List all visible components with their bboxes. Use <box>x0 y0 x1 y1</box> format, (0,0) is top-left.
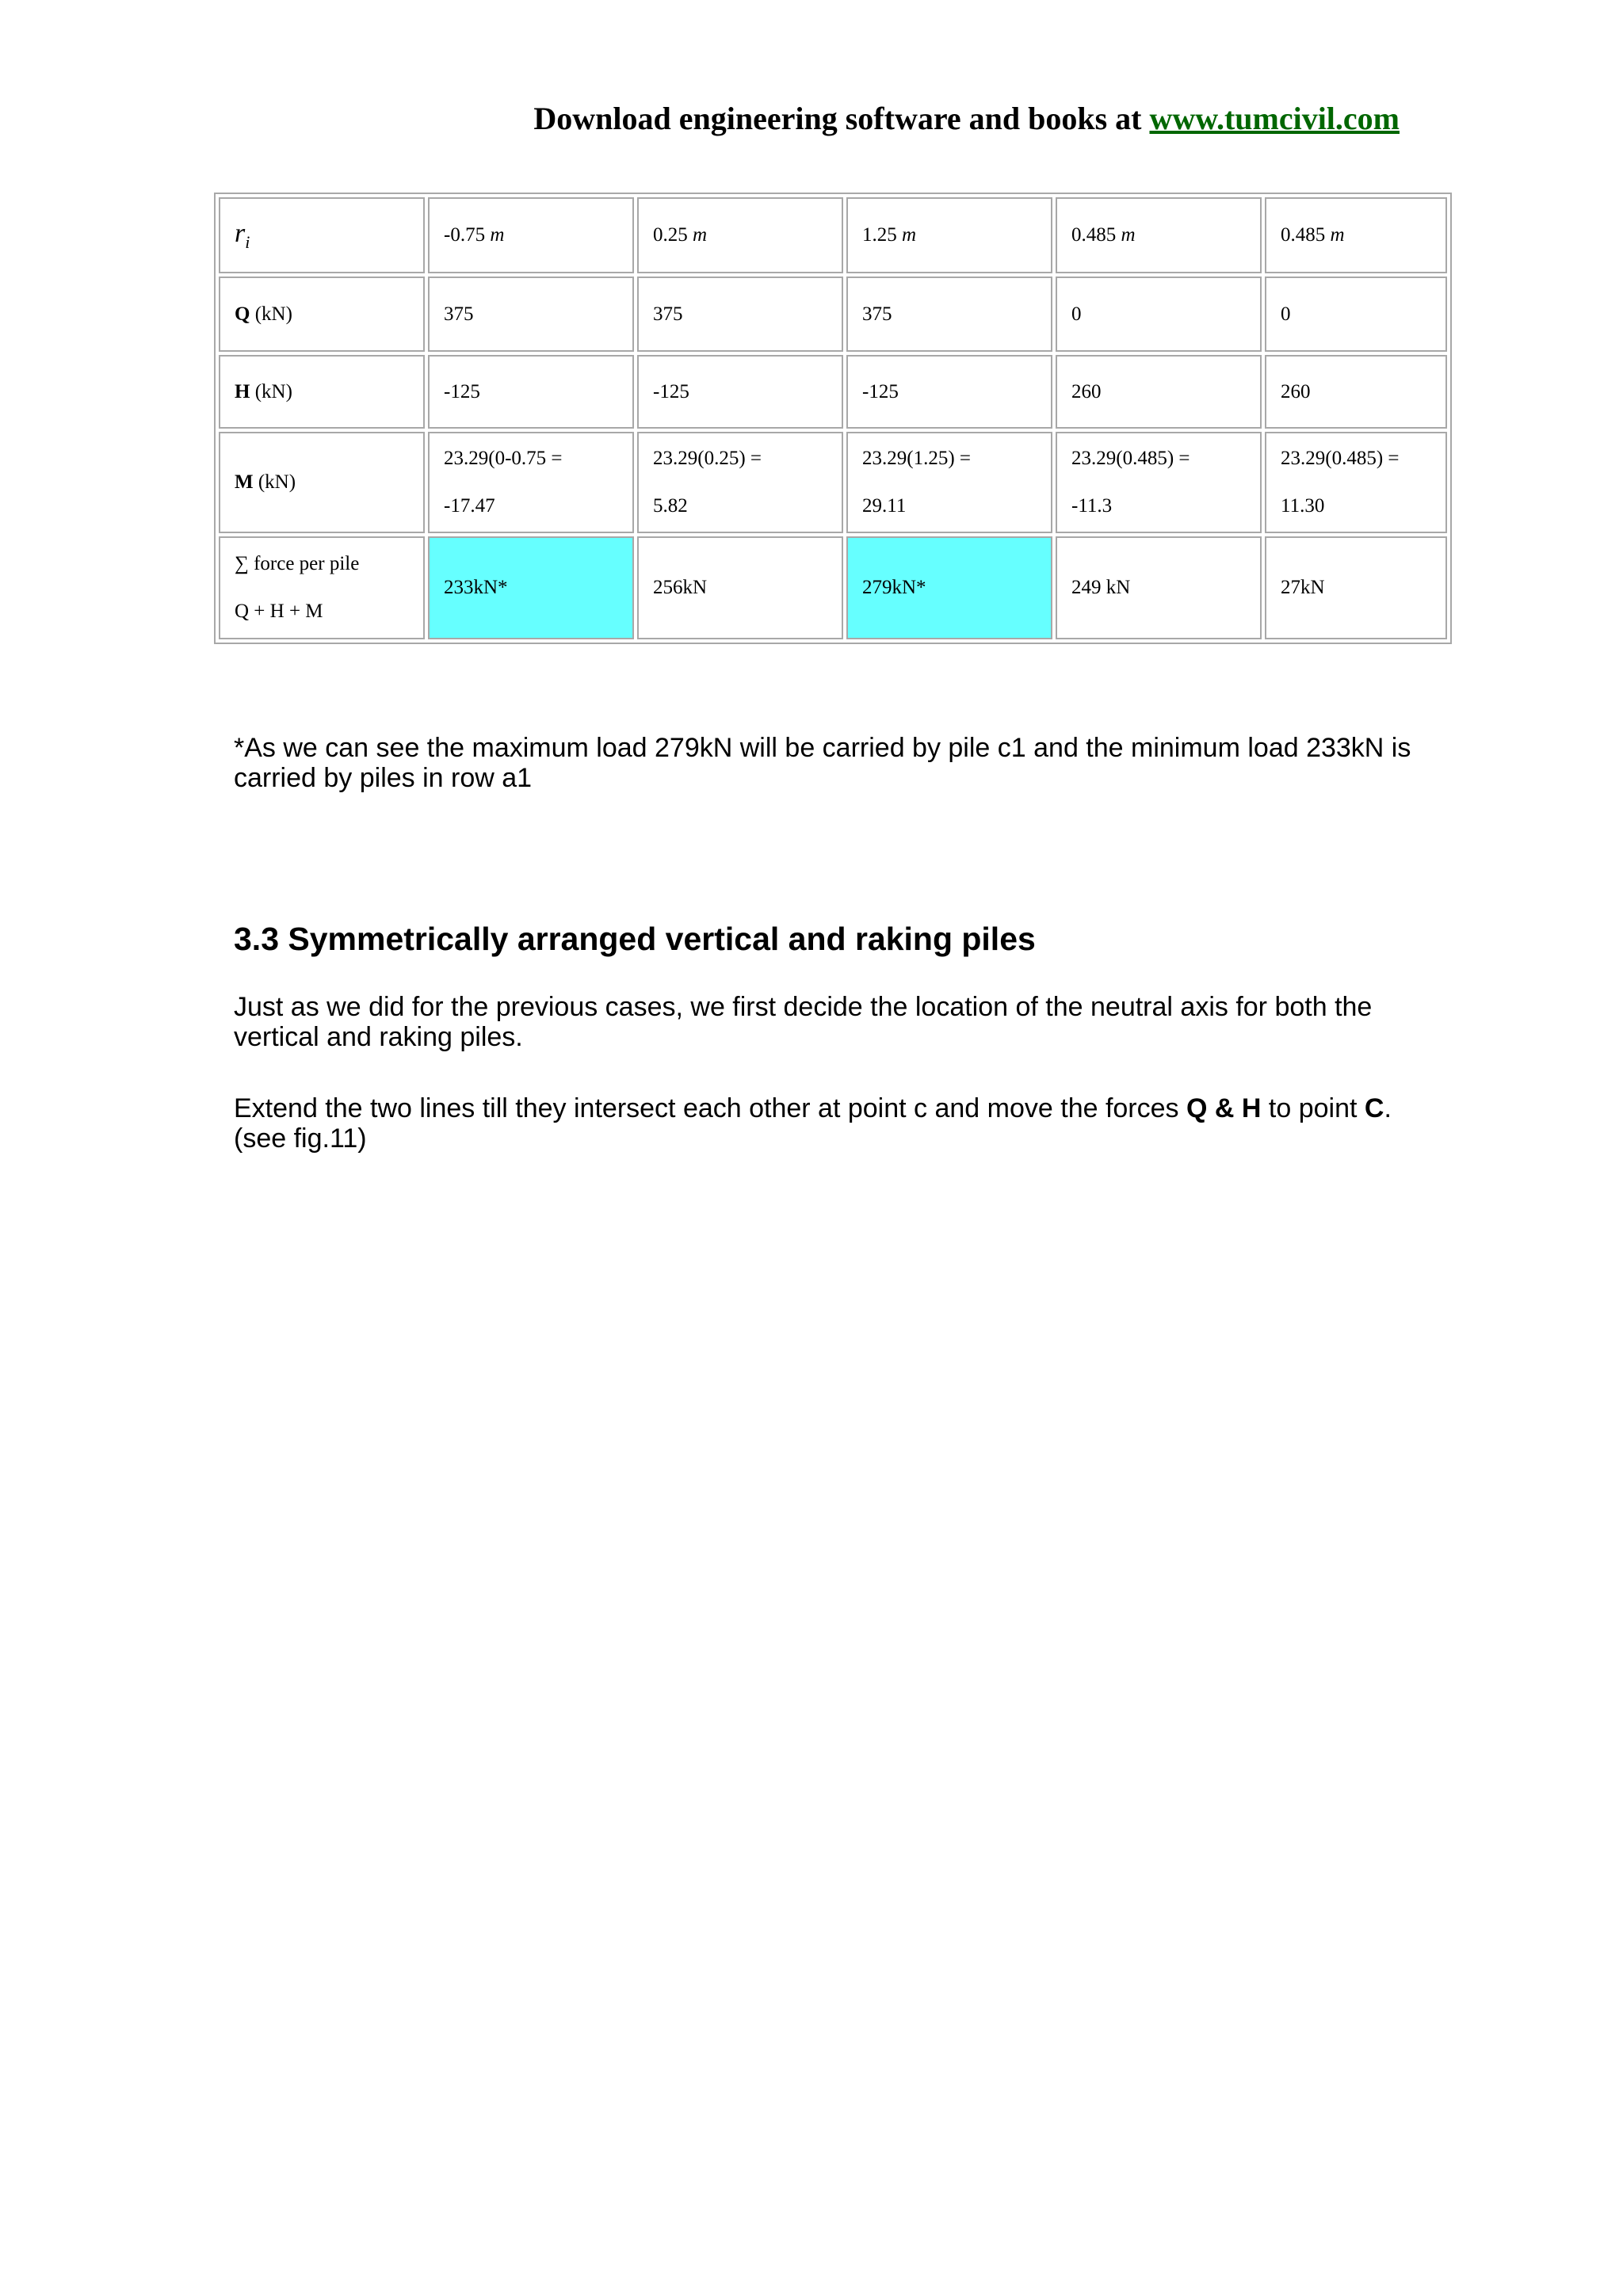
table-cell: 375 <box>637 277 843 352</box>
table-cell-sum: 279kN* <box>846 536 1052 639</box>
table-cell: 0.485 m <box>1056 197 1262 273</box>
table-cell: 260 <box>1265 355 1447 429</box>
section-heading: 3.3 Symmetrically arranged vertical and raking piles <box>234 921 1036 957</box>
header-text: Download engineering software and books at <box>533 101 1150 136</box>
section-paragraph-2: Extend the two lines till they intersect each other at point c and move the forces Q & H to point C. (see fig.11) <box>234 1093 1392 1154</box>
table-cell: 1.25 m <box>846 197 1052 273</box>
table-cell: 375 <box>846 277 1052 352</box>
table-row-sum <box>219 536 1447 639</box>
table-cell: -0.75 m <box>428 197 634 273</box>
table-cell: -125 <box>428 355 634 429</box>
pile-force-table <box>214 193 1452 644</box>
table-row-h <box>219 355 1447 429</box>
section-paragraph-1: Just as we did for the previous cases, we first decide the location of the neutral axis for both the vertical and raking piles. <box>234 992 1373 1052</box>
table-cell: 0.25 m <box>637 197 843 273</box>
row-label-sum: ∑ force per pile Q + H + M <box>219 536 425 639</box>
table-cell: 260 <box>1056 355 1262 429</box>
table-row-q <box>219 277 1447 352</box>
table-cell: 23.29(0.25) = 5.82 <box>637 432 843 533</box>
table-cell-sum: 27kN <box>1265 536 1447 639</box>
page-header <box>533 97 1400 141</box>
row-label-ri: $r_i$ <box>219 197 425 273</box>
row-label-m: M (kN) <box>219 432 425 533</box>
row-label-h: H (kN) <box>219 355 425 429</box>
table-cell: -125 <box>637 355 843 429</box>
table-cell: 0.485 m <box>1265 197 1447 273</box>
table-row-ri <box>219 197 1447 273</box>
header-link[interactable]: www.tumcivil.com <box>1149 101 1400 136</box>
table-cell: -125 <box>846 355 1052 429</box>
row-label-q: Q (kN) <box>219 277 425 352</box>
table-cell: 0 <box>1056 277 1262 352</box>
table-cell-sum: 233kN* <box>428 536 634 639</box>
note-paragraph: *As we can see the maximum load 279kN will be carried by pile c1 and the minimum load 233kN is carried by piles in row a1 <box>234 733 1411 793</box>
table-cell-sum: 256kN <box>637 536 843 639</box>
table-cell: 375 <box>428 277 634 352</box>
table-cell-sum: 249 kN <box>1056 536 1262 639</box>
table-cell: 23.29(0.485) = 11.30 <box>1265 432 1447 533</box>
table-cell: 23.29(0-0.75 = -17.47 <box>428 432 634 533</box>
table-cell: 23.29(1.25) = 29.11 <box>846 432 1052 533</box>
table-cell: 0 <box>1265 277 1447 352</box>
table-cell: 23.29(0.485) = -11.3 <box>1056 432 1262 533</box>
table-row-m <box>219 432 1447 533</box>
